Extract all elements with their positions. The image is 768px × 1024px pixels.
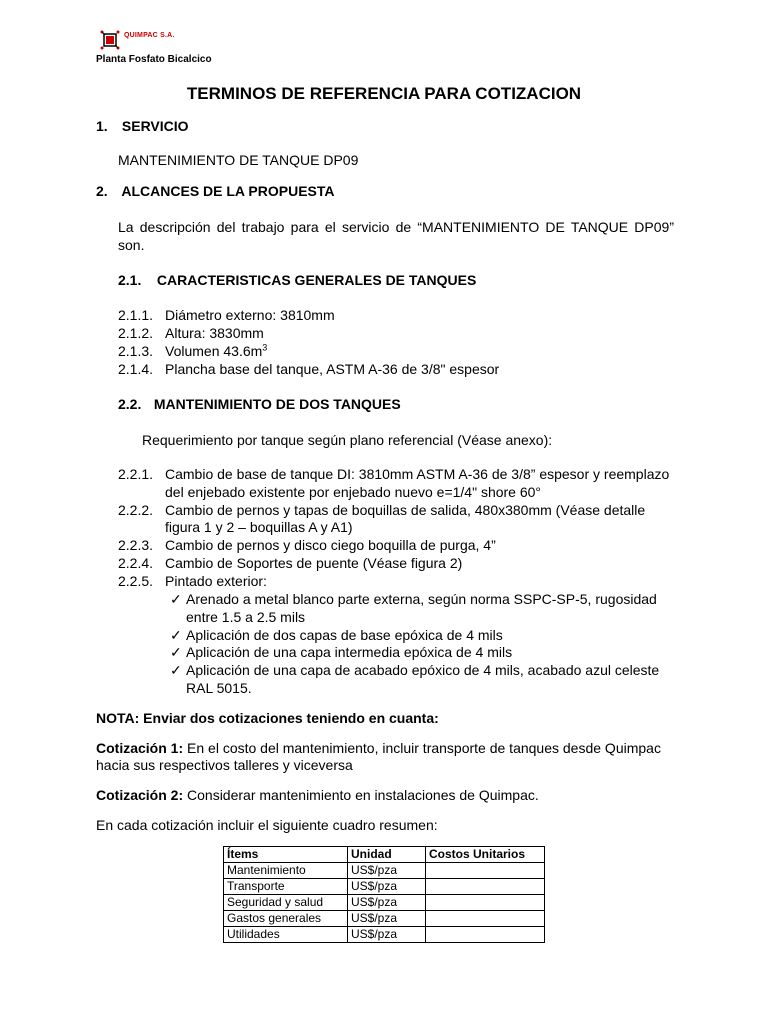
column-header: Costos Unitarios [426, 847, 545, 863]
checkmark-icon: ✓ [170, 662, 182, 678]
spec-item-number: 2.1.3. [118, 343, 154, 359]
table-cell: Mantenimiento [224, 863, 348, 879]
section-2-2-title: MANTENIMIENTO DE DOS TANQUES [153, 396, 401, 412]
checklist-item [170, 627, 503, 644]
section-2-title: ALCANCES DE LA PROPUESTA [121, 183, 335, 199]
table-cell: Seguridad y salud [224, 895, 348, 911]
task-item [118, 502, 645, 518]
quote-1-paragraph [96, 740, 661, 756]
checkmark-icon: ✓ [170, 591, 182, 607]
task-item-text: Pintado exterior: [165, 573, 267, 589]
table-intro: En cada cotización incluir el siguiente cuadro resumen: [96, 817, 438, 833]
task-item-text-continued: figura 1 y 2 – boquillas A y A1) [165, 519, 353, 535]
spec-item [118, 325, 264, 341]
task-item [118, 555, 462, 571]
section-1-number: 1. [96, 118, 108, 134]
quote-2-text: Considerar mantenimiento en instalaciones de Quimpac. [183, 787, 539, 803]
task-item-number: 2.2.3. [118, 537, 154, 553]
checklist-item-text: Arenado a metal blanco parte externa, según norma SSPC-SP-5, rugosidad [186, 591, 657, 607]
checklist-item-text-continued: RAL 5015. [186, 680, 252, 696]
checklist-item-text-continued: entre 1.5 a 2.5 mils [186, 609, 306, 625]
section-2-1-number: 2.1. [118, 272, 142, 288]
spec-item-number: 2.1.2. [118, 325, 154, 341]
task-item-number: 2.2.4. [118, 555, 154, 571]
table-row [224, 911, 545, 927]
quote-1-label: Cotización 1: [96, 740, 184, 756]
section-2-1-heading [118, 272, 476, 288]
spec-item-text: Altura: 3830mm [165, 325, 264, 341]
section-2-2-heading [118, 396, 401, 412]
spec-item-text: Volumen 43.6m [165, 343, 263, 359]
table-cell [426, 895, 545, 911]
section-1-heading [96, 118, 189, 134]
task-item [118, 466, 669, 482]
document-title: TERMINOS DE REFERENCIA PARA COTIZACION [186, 84, 582, 103]
column-header: Ítems [224, 847, 348, 863]
checkmark-icon: ✓ [170, 644, 182, 660]
task-item [118, 537, 496, 553]
task-item-text: Cambio de base de tanque DI: 3810mm ASTM A-36 de 3/8” espesor y reemplazo [165, 466, 670, 482]
table-row [224, 863, 545, 879]
checklist-item [170, 644, 512, 661]
table-row [224, 879, 545, 895]
table-cell: US$/pza [348, 863, 426, 879]
section-2-2-intro: Requerimiento por tanque según plano referencial (Véase anexo): [142, 432, 553, 448]
table-cell: Gastos generales [224, 911, 348, 927]
section-1-title: SERVICIO [121, 118, 189, 134]
spec-item-number: 2.1.1. [118, 307, 154, 323]
task-item-number: 2.2.5. [118, 573, 154, 589]
table-cell [426, 879, 545, 895]
spec-item [118, 307, 335, 323]
spec-item-text: Plancha base del tanque, ASTM A-36 de 3/8" espesor [165, 361, 500, 377]
superscript: 3 [262, 342, 268, 353]
plant-name: Planta Fosfato Bicalcico [96, 54, 212, 65]
spec-item-text: Diámetro externo: 3810mm [165, 307, 335, 323]
table-header-row [224, 847, 545, 863]
service-name: MANTENIMIENTO DE TANQUE DP09 [118, 152, 359, 168]
checkmark-icon: ✓ [170, 627, 182, 643]
table-cell [426, 927, 545, 943]
checklist-item [170, 591, 657, 608]
cost-summary-table [223, 846, 545, 943]
quote-1-text-continued: hacia sus respectivos talleres y viceversa [96, 757, 353, 773]
company-name: QUIMPAC S.A. [124, 32, 175, 39]
table-cell: Transporte [224, 879, 348, 895]
table-cell [426, 911, 545, 927]
section-2-number: 2. [96, 183, 108, 199]
task-item-number: 2.2.1. [118, 466, 154, 482]
table-cell [426, 863, 545, 879]
spec-item-number: 2.1.4. [118, 361, 154, 377]
table-cell: US$/pza [348, 895, 426, 911]
table-cell: US$/pza [348, 911, 426, 927]
note-heading: NOTA: Enviar dos cotizaciones teniendo en cuanta: [96, 710, 439, 726]
spec-item [118, 361, 499, 377]
section-2-1-title: CARACTERISTICAS GENERALES DE TANQUES [156, 272, 477, 288]
task-item-text: Cambio de Soportes de puente (Véase figura 2) [165, 555, 463, 571]
table-cell: US$/pza [348, 879, 426, 895]
section-2-intro: La descripción del trabajo para el servicio de “MANTENIMIENTO DE TANQUE DP09” son. [118, 219, 674, 253]
task-item-text-continued: del enjebado existente por enjebado nuevo e=1/4" shore 60° [165, 484, 542, 500]
section-2-2-number: 2.2. [118, 396, 142, 412]
quote-2-paragraph [96, 787, 539, 803]
column-header: Unidad [348, 847, 426, 863]
task-item-text: Cambio de pernos y tapas de boquillas de salida, 480x380mm (Véase detalle [165, 502, 646, 518]
quimpac-logo-mark-icon [100, 30, 120, 50]
section-2-heading [96, 183, 335, 199]
task-item-number: 2.2.2. [118, 502, 154, 518]
spec-item [118, 343, 267, 359]
task-item-text: Cambio de pernos y disco ciego boquilla de purga, 4” [165, 537, 496, 553]
quote-2-label: Cotización 2: [96, 787, 184, 803]
checklist-item-text: Aplicación de una capa de acabado epóxico de 4 mils, acabado azul celeste [186, 662, 660, 678]
task-item [118, 573, 267, 589]
quote-1-text: En el costo del mantenimiento, incluir transporte de tanques desde Quimpac [183, 740, 661, 756]
checklist-item-text: Aplicación de una capa intermedia epóxica de 4 mils [186, 644, 513, 660]
table-cell: US$/pza [348, 927, 426, 943]
table-row [224, 927, 545, 943]
table-row [224, 895, 545, 911]
checklist-item [170, 662, 659, 679]
checklist-item-text: Aplicación de dos capas de base epóxica de 4 mils [186, 627, 503, 643]
table-cell: Utilidades [224, 927, 348, 943]
